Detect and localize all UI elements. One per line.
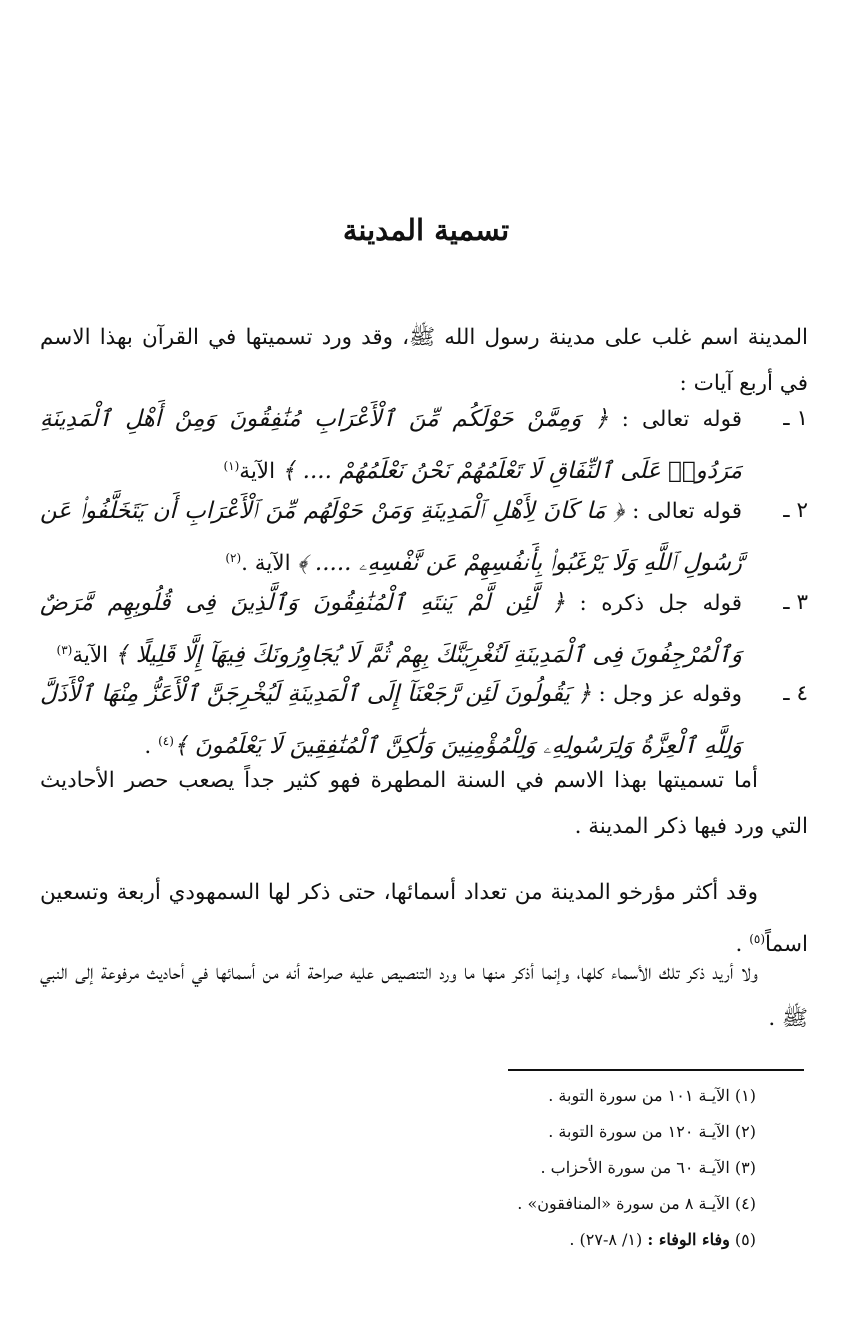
footnotes-list <box>336 1078 756 1258</box>
footnote-item <box>336 1114 756 1150</box>
footnote-number: (٤) <box>734 1194 756 1213</box>
footnote-source-title: وفاء الوفاء : <box>647 1230 730 1249</box>
footnote-item <box>336 1150 756 1186</box>
quran-text: ﴿ يَقُولُونَ لَئِن رَّجَعْنَآ إِلَى ٱلْمَدِينَةِ لَيُخْرِجَنَّ ٱلْأَعَزُّ مِنْهَا ٱلْأَذَلَّ وَلِلَّهِ ٱلْعِزَّةُ وَلِرَسُولِهِۦ وَلِلْمُؤْمِنِينَ وَلَٰكِنَّ ٱلْمُنَٰفِقِينَ لَا يَعْلَمُونَ ﴾ <box>40 681 742 760</box>
footnote-text: الآيـة ٨ من سورة «المنافقون» . <box>517 1194 730 1213</box>
verse-lead: قوله تعالى : <box>621 407 742 432</box>
verse-number: ٣ ـ <box>783 590 808 615</box>
footnote-number: (١) <box>734 1086 756 1105</box>
footnote-number: (٣) <box>734 1158 756 1177</box>
names-paragraph: ولا أريد ذكر تلك الأسماء كلها، وإنما أذكر منها ما ورد التنصيص عليه صراحة أنه من أسمائها في أحاديث مرفوعة إلى النبي ﷺ . <box>40 960 808 1031</box>
footnote-text: الآيـة ١٠١ من سورة التوبة . <box>548 1086 730 1105</box>
footnote-item <box>336 1222 756 1258</box>
footnote-number: (٥) <box>734 1230 756 1249</box>
historians-end: . <box>735 932 743 958</box>
verse-item-1 <box>40 396 808 495</box>
footnote-text: الآيـة ٦٠ من سورة الأحزاب . <box>540 1158 730 1177</box>
verse-number: ٢ ـ <box>783 498 808 523</box>
historians-text: وقد أكثر مؤرخو المدينة من تعداد أسمائها، حتى ذكر لها السمهودي أربعة وتسعين اسماً <box>40 880 808 958</box>
verse-item-3 <box>40 580 808 679</box>
verse-tail: الآية <box>239 459 276 485</box>
footnote-item <box>336 1078 756 1114</box>
verse-number: ١ ـ <box>783 406 808 431</box>
hadith-paragraph: أما تسميتها بهذا الاسم في السنة المطهرة فهو كثير جداً يصعب حصر الأحاديث التي ورد فيها ذكر المدينة . <box>40 768 808 839</box>
quran-text: ﴿ وَمِمَّنْ حَوْلَكُم مِّنَ ٱلْأَعْرَابِ مُنَٰفِقُونَ وَمِنْ أَهْلِ ٱلْمَدِينَةِ مَرَدُوا۟ عَلَى ٱلنِّفَاقِ لَا تَعْلَمُهُمْ نَحْنُ نَعْلَمُهُمْ .... ﴾ <box>40 406 742 485</box>
footnote-number: (٢) <box>734 1122 756 1141</box>
footnote-ref: (٣) <box>56 643 73 657</box>
quran-text: ﴿ مَا كَانَ لِأَهْلِ ٱلْمَدِينَةِ وَمَنْ حَوْلَهُم مِّنَ ٱلْأَعْرَابِ أَن يَتَخَلَّفُوا۟ عَن رَّسُولِ ٱللَّهِ وَلَا يَرْغَبُوا۟ بِأَنفُسِهِمْ عَن نَّفْسِهِۦ ..... ﴾ <box>40 498 742 577</box>
footnote-text: (١/ ٨-٢٧) . <box>569 1230 643 1249</box>
verse-tail: الآية <box>72 643 109 669</box>
verse-lead: قوله تعالى : <box>632 499 742 524</box>
quran-text: ﴿ لَّئِن لَّمْ يَنتَهِ ٱلْمُنَٰفِقُونَ وَٱلَّذِينَ فِى قُلُوبِهِم مَّرَضٌ وَٱلْمُرْجِفُونَ فِى ٱلْمَدِينَةِ لَنُغْرِيَنَّكَ بِهِمْ ثُمَّ لَا يُجَاوِرُونَكَ فِيهَآ إِلَّا قَلِيلًا ﴾ <box>40 590 742 669</box>
footnote-ref: (٥) <box>749 932 766 946</box>
verse-item-4 <box>40 671 808 770</box>
footnote-divider <box>508 1069 804 1071</box>
verse-lead: وقوله عز وجل : <box>598 682 742 707</box>
verse-tail: الآية . <box>241 551 291 577</box>
verse-lead: قوله جل ذكره : <box>579 591 742 616</box>
page-title: تسمية المدينة <box>342 213 510 247</box>
footnote-ref: (٢) <box>225 551 242 565</box>
verse-item-2 <box>40 488 808 587</box>
intro-paragraph: المدينة اسم غلب على مدينة رسول الله ﷺ، وقد ورد تسميتها في القرآن بهذا الاسم في أربع آيات : <box>40 325 808 396</box>
footnote-ref: (٤) <box>158 734 174 748</box>
footnote-item <box>336 1186 756 1222</box>
footnote-text: الآيـة ١٢٠ من سورة التوبة . <box>548 1122 730 1141</box>
verse-number: ٤ ـ <box>783 681 808 706</box>
verse-tail: . <box>144 734 152 760</box>
footnote-ref: (١) <box>223 459 240 473</box>
